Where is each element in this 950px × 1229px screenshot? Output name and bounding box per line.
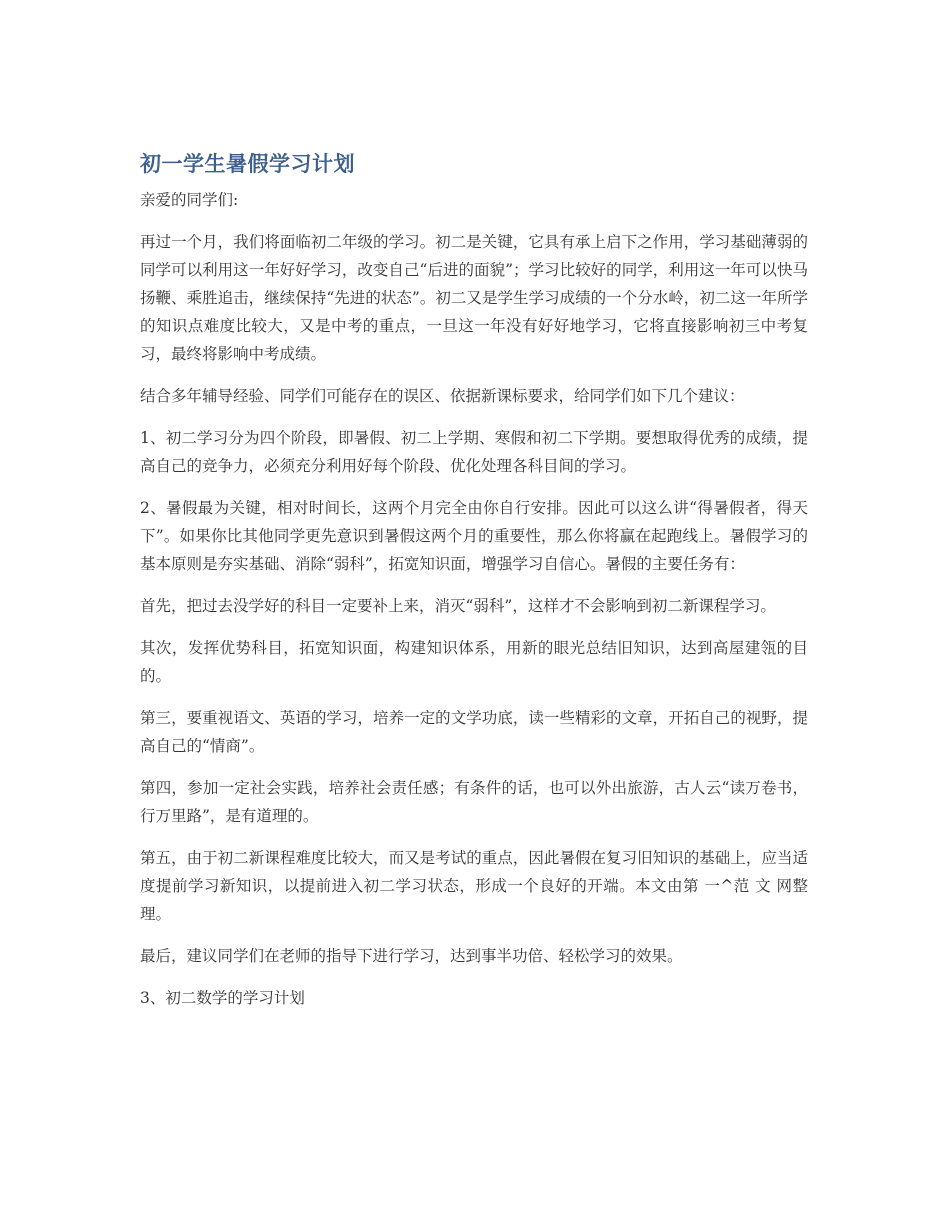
document-body (140, 148, 808, 1026)
section-heading-math-plan: 3、初二数学的学习计划 (140, 989, 305, 1007)
page-title: 初一学生暑假学习计划 (140, 152, 355, 176)
paragraph-last: 最后，建议同学们在老师的指导下进行学习，达到事半功倍、轻松学习的效果。 (140, 947, 683, 965)
paragraph-intro: 再过一个月，我们将面临初二年级的学习。初二是关键，它具有承上启下之作用，学习基础薄弱的同学可以利用这一年好好学习，改变自己“后进的面貌”；学习比较好的同学，利用这一年可以快马扬鞭、乘胜追击，继续保持“先进的状态”。初二又是学生学习成绩的一个分水岭，初二这一年所学的知识点难度比较大，又是中考的重点，一旦这一年没有好好地学习，它将直接影响初三中考复习，最终将影响中考成绩。 (140, 233, 808, 363)
paragraph-second: 其次，发挥优势科目，拓宽知识面，构建知识体系，用新的眼光总结旧知识，达到高屋建瓴的目的。 (140, 639, 808, 685)
paragraph-point-2: 2、暑假最为关键，相对时间长，这两个月完全由你自行安排。因此可以这么讲“得暑假者，得天下”。如果你比其他同学更先意识到暑假这两个月的重要性，那么你将赢在起跑线上。暑假学习的基本原则是夯实基础、消除“弱科”，拓宽知识面，增强学习自信心。暑假的主要任务有： (140, 499, 808, 573)
paragraph-first: 首先，把过去没学好的科目一定要补上来，消灭“弱科”，这样才不会影响到初二新课程学习。 (140, 597, 776, 615)
paragraph-third: 第三，要重视语文、英语的学习，培养一定的文学功底，读一些精彩的文章，开拓自己的视野，提高自己的“情商”。 (140, 709, 808, 755)
paragraph-fifth: 第五，由于初二新课程难度比较大，而又是考试的重点，因此暑假在复习旧知识的基础上，应当适度提前学习新知识，以提前进入初二学习状态，形成一个良好的开端。本文由第 一^范 文 网整理。 (140, 849, 808, 923)
paragraph-point-1: 1、初二学习分为四个阶段，即暑假、初二上学期、寒假和初二下学期。要想取得优秀的成绩，提高自己的竞争力，必须充分利用好每个阶段、优化处理各科目间的学习。 (140, 429, 808, 475)
greeting: 亲爱的同学们: (140, 191, 239, 209)
paragraph-advice-lead: 结合多年辅导经验、同学们可能存在的误区、依据新课标要求，给同学们如下几个建议： (140, 387, 745, 405)
paragraph-fourth: 第四，参加一定社会实践，培养社会责任感；有条件的话，也可以外出旅游，古人云“读万卷书，行万里路”，是有道理的。 (140, 779, 808, 825)
